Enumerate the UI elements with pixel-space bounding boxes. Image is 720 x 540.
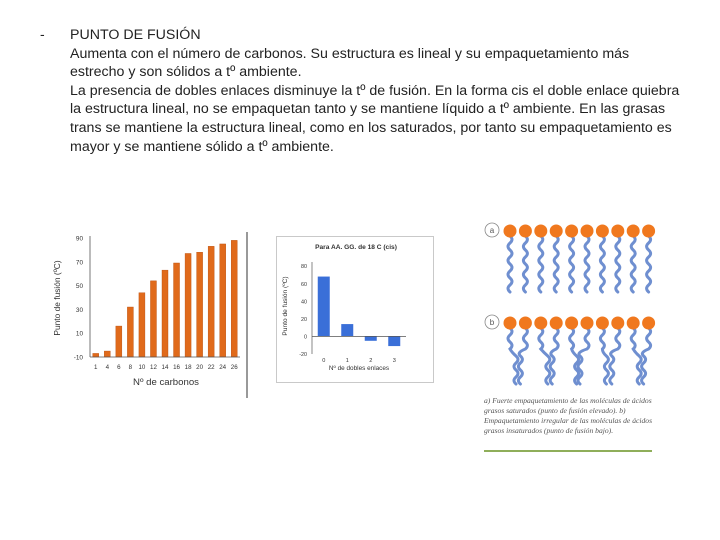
paragraph-carbons: Aumenta con el número de carbonos. Su estructura es lineal y su empaquetamiento más estrecho y son sólidos a tº ambiente. [70,45,630,81]
saturated-tail [570,236,574,292]
polar-head [627,225,640,238]
x-tick-label: 18 [184,364,192,371]
bar-2 [365,336,377,340]
polar-head [642,317,655,330]
x-tick-label: 2 [369,358,373,364]
label-a: a [489,226,495,235]
saturated-tail [508,236,512,292]
polar-head [611,317,624,330]
bar-24 [220,244,226,357]
y-tick-label: 60 [301,281,307,288]
x-tick-label: 16 [173,364,180,371]
saturated-tail [647,236,651,292]
section-heading: PUNTO DE FUSIÓN [70,27,201,43]
y-tick-label: 20 [301,317,307,323]
chart-title: Para AA. GG. de 18 C (cis) [315,244,397,251]
x-tick-label: 14 [161,364,169,371]
polar-head [534,317,547,330]
bar-0 [318,277,330,337]
unsaturated-tail [518,328,527,384]
bar-1 [341,324,353,336]
saturated-tail [631,236,635,292]
polar-head [519,225,532,238]
unsaturated-tail [508,328,518,384]
y-tick-label: 80 [301,264,307,271]
x-tick-label: 20 [196,364,204,371]
unsaturated-tail [610,328,620,384]
diagram-caption: a) Fuerte empaquetamiento de las moléculas de ácidos grasos saturados (punto de fusión elevado). b) Empaquetamiento irregular de las moléculas de ácidos grasos insaturados (punto de fusión bajo). [484,396,653,435]
y-tick-label: 30 [75,306,83,314]
y-axis-label: Punto de fusión (ºC) [282,276,289,336]
x-tick-label: 1 [94,364,98,371]
saturated-tail [600,236,604,292]
x-tick-label: 1 [345,358,349,364]
caption-rule [484,450,652,452]
polar-head [627,317,640,330]
polar-head [550,317,563,330]
polar-head [565,225,578,238]
x-tick-label: 26 [230,364,238,371]
y-tick-label: 70 [75,259,83,267]
saturated-tail [585,236,589,292]
label-b: b [489,318,495,327]
y-tick-label: 90 [75,235,83,243]
x-axis-label: Nº de carbonos [133,377,199,388]
polar-head [565,317,578,330]
polar-head [519,317,532,330]
polar-head [504,317,517,330]
bar-3 [388,336,400,346]
y-tick-label: 10 [75,330,83,338]
unsaturated-tail [600,328,608,384]
x-tick-label: 10 [138,364,146,371]
x-tick-label: 12 [150,364,157,371]
chart-border [277,237,434,383]
bar-12 [150,281,156,357]
x-tick-label: 4 [105,364,110,371]
paragraph-double-bonds: La presencia de dobles enlaces disminuye la tº de fusión. En la forma cis el doble enlace quiebra la estructura lineal, no se empaquetan tanto y se mantiene líquido a tº ambiente. En las grasas trans se mantiene la estructura lineal, como en los saturados, por tanto su empaquetamiento es mayor y se mantiene sólido a tº ambiente. [70,82,680,155]
unsaturated-tail [539,328,550,384]
x-tick-label: 8 [128,364,133,371]
x-tick-label: 3 [392,358,396,364]
bullet-marker: - [40,26,45,42]
x-axis-label: Nº de dobles enlaces [328,365,390,372]
polar-head [596,317,609,330]
unsaturated-tail [642,328,651,384]
saturated-tail [616,236,620,292]
bar-6 [116,326,122,357]
unsaturated-tail [570,328,579,384]
saturated-tail [523,236,527,292]
unsaturated-tail [550,328,558,384]
unsaturated-tail [578,328,589,384]
bar-1 [93,353,99,357]
y-tick-label: -10 [73,354,83,362]
unsaturated-tail [631,328,641,384]
bar-8 [127,307,133,357]
bar-14 [162,270,168,357]
x-tick-label: 6 [117,364,121,371]
polar-head [550,225,563,238]
bar-26 [231,240,237,357]
carbons-chart-svg [50,226,255,401]
y-tick-label: -20 [299,352,307,359]
polar-head [642,225,655,238]
polar-head [504,225,517,238]
double-bonds-chart-svg [276,236,436,384]
y-tick-label: 50 [75,283,83,291]
double-bonds-chart [276,236,436,384]
polar-head [581,225,594,238]
x-tick-label: 0 [322,358,326,364]
saturated-tail [554,236,558,292]
carbons-chart [50,226,255,401]
bar-22 [208,246,214,357]
y-tick-label: 40 [301,299,307,306]
bar-16 [174,263,180,357]
x-tick-label: 22 [207,364,215,371]
x-tick-label: 24 [219,364,227,371]
polar-head [534,225,547,238]
bar-18 [185,253,191,357]
bar-10 [139,293,145,357]
text-block [70,26,685,156]
saturated-tail [539,236,543,292]
bar-4 [104,351,110,357]
polar-head [581,317,594,330]
polar-head [611,225,624,238]
bar-20 [197,252,203,357]
y-axis-label: Punto de fusión (ºC) [52,260,62,336]
y-tick-label: 0 [304,334,307,341]
polar-head [596,225,609,238]
